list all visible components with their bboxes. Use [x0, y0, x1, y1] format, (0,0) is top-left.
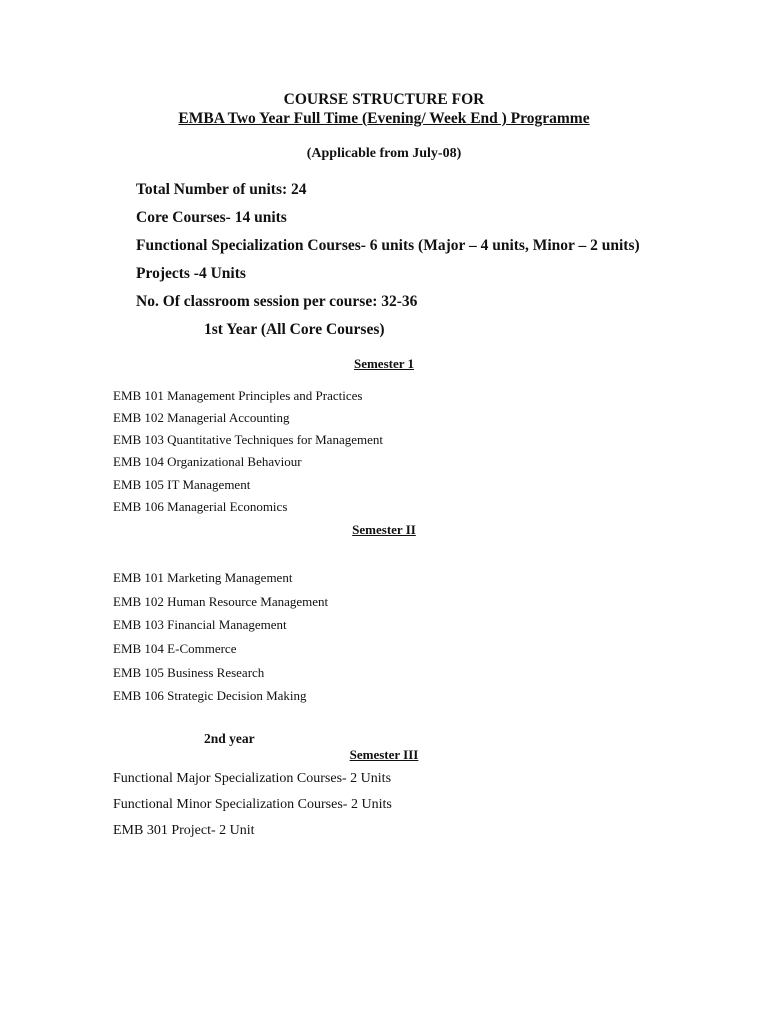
functional-specialization-units: Functional Specialization Courses- 6 units (Major – 4 units, Minor – 2 units) — [136, 237, 640, 254]
projects-units: Projects -4 Units — [136, 265, 246, 282]
list-item: EMB 102 Human Resource Management — [113, 594, 329, 609]
list-item: EMB 101 Management Principles and Practices — [113, 388, 363, 403]
core-courses-units: Core Courses- 14 units — [136, 209, 287, 226]
list-item: EMB 105 IT Management — [113, 477, 251, 492]
list-item: EMB 301 Project- 2 Unit — [113, 823, 255, 838]
semester-2-heading: Semester II — [352, 522, 416, 537]
first-year-heading: 1st Year (All Core Courses) — [204, 321, 385, 338]
list-item: EMB 102 Managerial Accounting — [113, 410, 290, 425]
total-units: Total Number of units: 24 — [136, 181, 307, 198]
list-item: EMB 101 Marketing Management — [113, 570, 293, 585]
document-title: COURSE STRUCTURE FOR — [283, 91, 485, 108]
programme-title: EMBA Two Year Full Time (Evening/ Week End ) Programme — [178, 110, 590, 127]
list-item: EMB 103 Financial Management — [113, 617, 287, 632]
semester-1-heading: Semester 1 — [353, 356, 415, 371]
list-item: Functional Major Specialization Courses- 2 Units — [113, 771, 392, 786]
list-item: EMB 105 Business Research — [113, 665, 265, 680]
classroom-sessions: No. Of classroom session per course: 32-36 — [136, 293, 418, 310]
list-item: EMB 103 Quantitative Techniques for Management — [113, 432, 383, 447]
list-item: EMB 104 E-Commerce — [113, 641, 237, 656]
second-year-heading: 2nd year — [204, 731, 255, 746]
semester-3-heading: Semester III — [349, 747, 419, 762]
list-item: EMB 104 Organizational Behaviour — [113, 454, 302, 469]
list-item: Functional Minor Specialization Courses- 2 Units — [113, 797, 392, 812]
applicable-date: (Applicable from July-08) — [306, 146, 462, 161]
list-item: EMB 106 Strategic Decision Making — [113, 688, 307, 703]
list-item: EMB 106 Managerial Economics — [113, 499, 288, 514]
